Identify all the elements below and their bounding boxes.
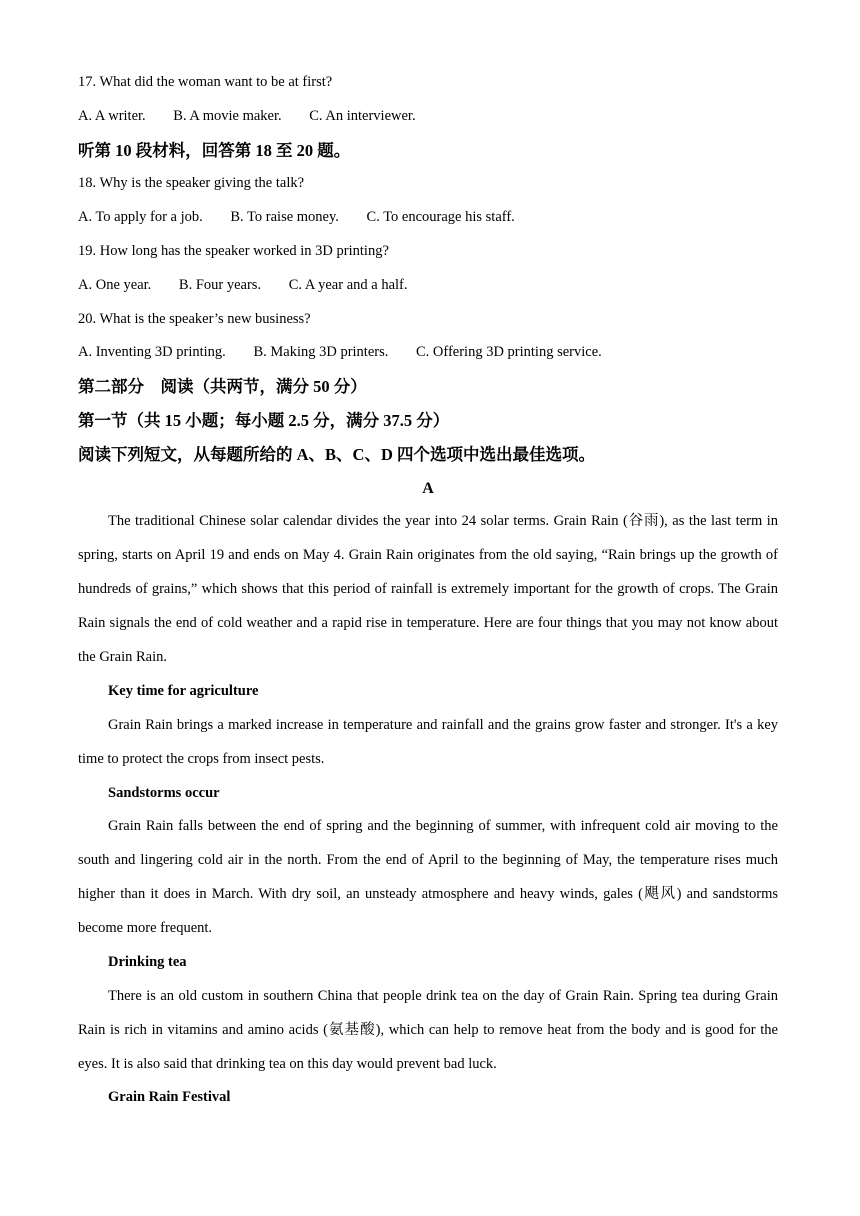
section-title: Key time for agriculture [108, 682, 259, 699]
part-heading: 第二部分 阅读（共两节，满分 50 分） [78, 377, 367, 397]
option-b: B. Making 3D printers. [253, 344, 389, 361]
exam-page [78, 66, 778, 1115]
question-19-stem: 19. How long has the speaker worked in 3D printing? [78, 242, 389, 259]
question-18-stem: 18. Why is the speaker giving the talk? [78, 175, 305, 192]
option-b: B. A movie maker. [173, 107, 282, 124]
option-b: B. To raise money. [230, 209, 339, 226]
passage-letter: A [422, 479, 434, 497]
section-title: Drinking tea [108, 953, 187, 970]
question-18-options [78, 201, 778, 235]
question-19-options [78, 269, 778, 303]
section-heading: 第一节（共 15 小题；每小题 2.5 分，满分 37.5 分） [78, 410, 450, 430]
section-title: Grain Rain Festival [108, 1089, 231, 1106]
question-20-stem: 20. What is the speaker’s new business? [78, 310, 311, 327]
passage-intro: The traditional Chinese solar calendar divides the year into 24 solar terms. Grain Rain (谷雨), as the last term in spring, starts on April 19 and ends on May 4. Grain Rain originates from the old saying, “Rain brings up the growth of hundreds of grains,” which shows that this period of rainfall is extremely important for the growth of crops. The Grain Rain signals the end of cold weather and a rapid rise in temperature. Here are four things that you may not know about the Grain Rain. [78, 513, 778, 665]
section-body: Grain Rain brings a marked increase in temperature and rainfall and the grains grow faster and stronger. It's a key time to protect the crops from insect pests. [78, 716, 778, 767]
option-a: A. To apply for a job. [78, 209, 203, 226]
section-body: Grain Rain falls between the end of spring and the beginning of summer, with infrequent cold air moving to the south and lingering cold air in the north. From the end of April to the beginning of May, the temperature rises much higher than it does in March. With dry soil, an unsteady atmosphere and heavy winds, gales (飓风) and sandstorms become more frequent. [78, 818, 778, 937]
option-c: C. A year and a half. [288, 276, 408, 293]
option-a: A. A writer. [78, 107, 146, 124]
question-17-options [78, 100, 778, 134]
section-title: Sandstorms occur [108, 784, 220, 801]
option-c: C. To encourage his staff. [366, 209, 515, 226]
reading-instruction: 阅读下列短文，从每题所给的 A、B、C、D 四个选项中选出最佳选项。 [78, 444, 596, 464]
option-b: B. Four years. [178, 276, 262, 293]
option-c: C. Offering 3D printing service. [415, 344, 602, 361]
listening-instruction: 听第 10 段材料，回答第 18 至 20 题。 [78, 140, 351, 160]
question-17-stem: 17. What did the woman want to be at first? [78, 74, 333, 90]
option-c: C. An interviewer. [309, 107, 416, 124]
question-20-options [78, 336, 778, 370]
option-a: A. Inventing 3D printing. [78, 344, 226, 361]
option-a: A. One year. [78, 276, 152, 293]
section-body: There is an old custom in southern China that people drink tea on the day of Grain Rain. Spring tea during Grain Rain is rich in vitamins and amino acids (氨基酸), which can help to remove heat from the body and is good for the eyes. It is also said that drinking tea on this day would prevent bad luck. [78, 987, 778, 1072]
